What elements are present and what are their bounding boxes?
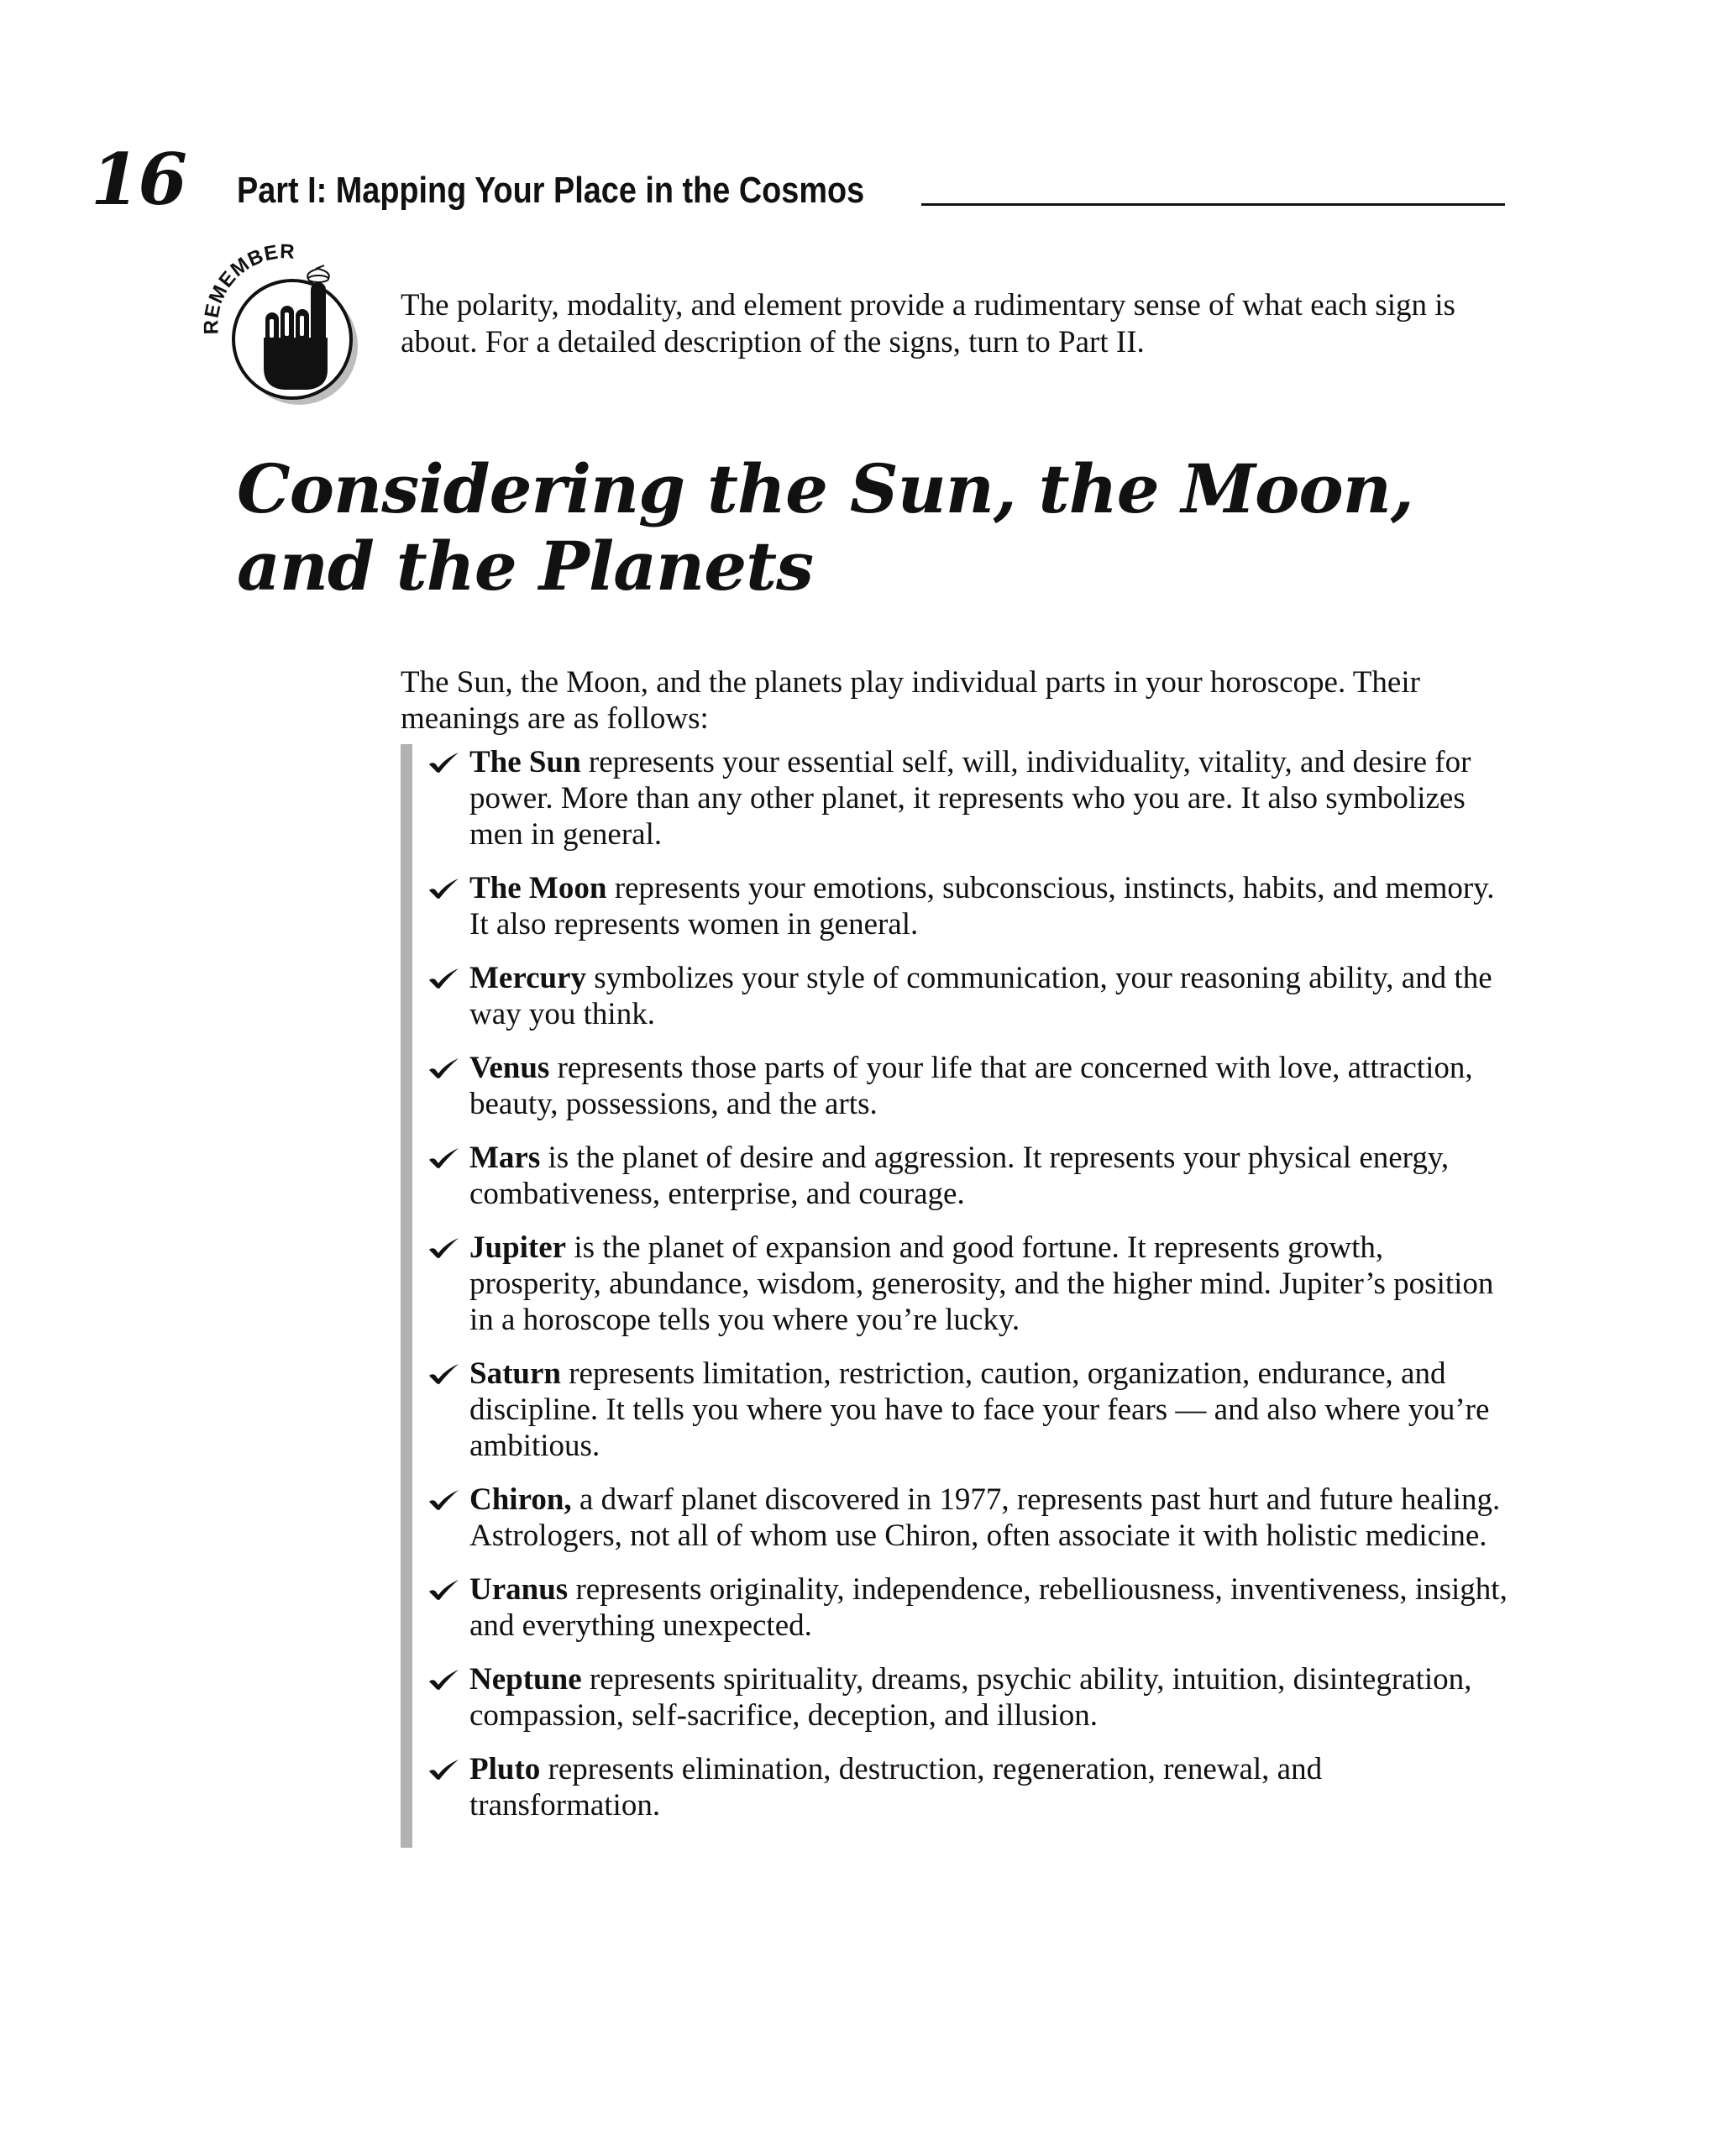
- check-bullet-icon: [428, 1759, 460, 1781]
- check-bullet-icon: [428, 1147, 460, 1169]
- planet-list-item: [428, 1571, 1520, 1644]
- check-bullet-icon: [428, 1579, 460, 1601]
- page-number: 16: [91, 138, 186, 221]
- planet-name: Mars: [469, 1141, 541, 1175]
- planet-description: is the planet of desire and aggression. It represents your physical energy, combativeness, enterprise, and courage.: [469, 1141, 1450, 1211]
- planet-name: Venus: [469, 1051, 550, 1085]
- running-head-rule: [921, 203, 1505, 206]
- check-bullet-icon: [428, 968, 460, 989]
- planet-list-item: [428, 1140, 1520, 1212]
- planet-name: The Moon: [469, 871, 607, 905]
- planet-list-item: [428, 1356, 1520, 1464]
- list-sidebar-bar: [401, 744, 412, 1848]
- remember-label: REMEMBER: [202, 244, 296, 335]
- planet-description: represents limitation, restriction, caution, organization, endurance, and discipline. It tells you where you have to face your fears — and also where you’re ambitious.: [469, 1356, 1490, 1463]
- intro-paragraph: The Sun, the Moon, and the planets play individual parts in your horoscope. Their meanings are as follows:: [401, 665, 1420, 736]
- section-title-line-1: Considering the Sun, the Moon,: [237, 449, 1413, 528]
- planet-list-item: [428, 1230, 1520, 1338]
- section-title-line-2: and the Planets: [237, 527, 814, 606]
- remember-note: The polarity, modality, and element provide a rudimentary sense of what each sign is about. For a detailed description of the signs, turn to Part II.: [401, 288, 1455, 359]
- planet-list-item: [428, 870, 1520, 942]
- planet-description: a dwarf planet discovered in 1977, represents past hurt and future healing. Astrologers, not all of whom use Chiron, often associate it with holistic medicine.: [469, 1482, 1501, 1553]
- remember-hand-icon: [202, 244, 370, 412]
- planet-list-item: [428, 960, 1520, 1032]
- planet-name: Neptune: [469, 1662, 582, 1697]
- planet-name: Pluto: [469, 1752, 541, 1786]
- running-head: [237, 170, 1505, 211]
- planet-name: The Sun: [469, 745, 581, 779]
- planet-list-item: [428, 1482, 1520, 1554]
- check-bullet-icon: [428, 878, 460, 900]
- planet-list: [428, 744, 1520, 1841]
- check-bullet-icon: [428, 1237, 460, 1259]
- planet-list-item: [428, 1661, 1520, 1734]
- planet-name: Uranus: [469, 1572, 569, 1607]
- planet-description: represents elimination, destruction, regeneration, renewal, and transformation.: [469, 1752, 1323, 1823]
- running-head-title: Part I: Mapping Your Place in the Cosmos: [237, 170, 865, 211]
- planet-description: represents spirituality, dreams, psychic ability, intuition, disintegration, compassion, self-sacrifice, deception, and illusion.: [469, 1662, 1472, 1733]
- check-bullet-icon: [428, 1057, 460, 1079]
- planet-description: symbolizes your style of communication, your reasoning ability, and the way you think.: [469, 961, 1492, 1031]
- planet-description: represents those parts of your life that are concerned with love, attraction, beauty, possessions, and the arts.: [469, 1051, 1473, 1121]
- planet-name: Chiron,: [469, 1482, 572, 1517]
- check-bullet-icon: [428, 752, 460, 774]
- planet-name: Jupiter: [469, 1230, 567, 1265]
- planet-description: represents your emotions, subconscious, instincts, habits, and memory. It also represents women in general.: [469, 871, 1495, 942]
- check-bullet-icon: [428, 1669, 460, 1691]
- planet-list-block: [401, 744, 1526, 1848]
- planet-name: Mercury: [469, 961, 587, 995]
- planet-description: represents originality, independence, rebelliousness, inventiveness, insight, and everything unexpected.: [469, 1572, 1508, 1643]
- planet-list-item: [428, 1050, 1520, 1122]
- planet-description: represents your essential self, will, individuality, vitality, and desire for power. More than any other planet, it represents who you are. It also symbolizes men in general.: [469, 745, 1471, 852]
- planet-name: Saturn: [469, 1356, 561, 1391]
- planet-list-item: [428, 744, 1520, 852]
- section-title: [237, 450, 1497, 605]
- check-bullet-icon: [428, 1363, 460, 1385]
- check-bullet-icon: [428, 1489, 460, 1511]
- planet-list-item: [428, 1751, 1520, 1823]
- planet-description: is the planet of expansion and good fortune. It represents growth, prosperity, abundance, wisdom, generosity, and the higher mind. Jupiter’s position in a horoscope tells you where you’re lucky.: [469, 1230, 1494, 1337]
